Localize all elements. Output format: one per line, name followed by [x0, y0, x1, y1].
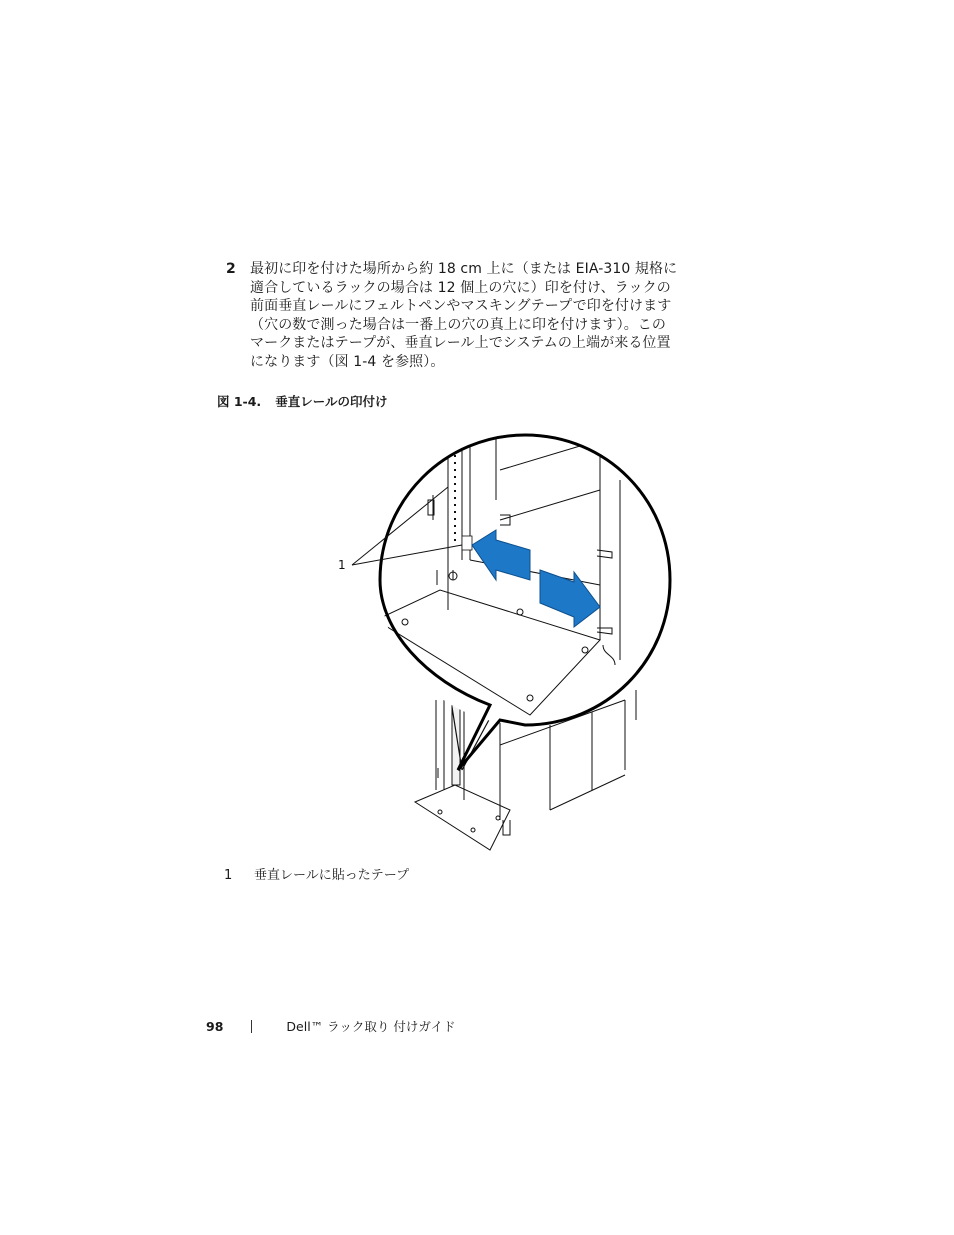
page-number: 98 — [206, 1019, 224, 1034]
rack-rail-illustration — [330, 430, 680, 864]
legend-number: 1 — [224, 868, 233, 883]
figure-title: 垂直レールの印付け — [275, 394, 388, 409]
magnified-view — [375, 430, 675, 730]
legend-text: 垂直レールに貼ったテープ — [254, 868, 410, 883]
figure-label: 図 1-4. — [217, 394, 262, 409]
figure-caption — [217, 392, 387, 410]
rack-rail-drawing — [330, 430, 680, 860]
step-line: 前面垂直レールにフェルトペンやマスキングテープで印を付けます — [250, 298, 672, 315]
step-line: になります（図 1-4 を参照）。 — [250, 353, 445, 370]
step-line: 適合しているラックの場合は 12 個上の穴に）印を付け、ラックの — [250, 279, 671, 296]
footer-title: Dell™ ラック取り 付けガイド — [286, 1019, 456, 1034]
footer-separator — [251, 1020, 252, 1033]
step-text — [250, 260, 677, 372]
step-line: 最初に印を付けた場所から約 18 cm 上に（または EIA-310 規格に — [250, 261, 678, 277]
rail-tape — [462, 536, 472, 550]
page-footer — [206, 1017, 456, 1035]
step-line: （穴の数で測った場合は一番上の穴の真上に印を付けます）。この — [250, 316, 666, 333]
callout-number: 1 — [338, 558, 346, 572]
step-number: 2 — [226, 261, 236, 277]
step-line: マークまたはテープが、垂直レール上でシステムの上端が来る位置 — [250, 335, 671, 352]
figure-legend — [224, 864, 409, 883]
